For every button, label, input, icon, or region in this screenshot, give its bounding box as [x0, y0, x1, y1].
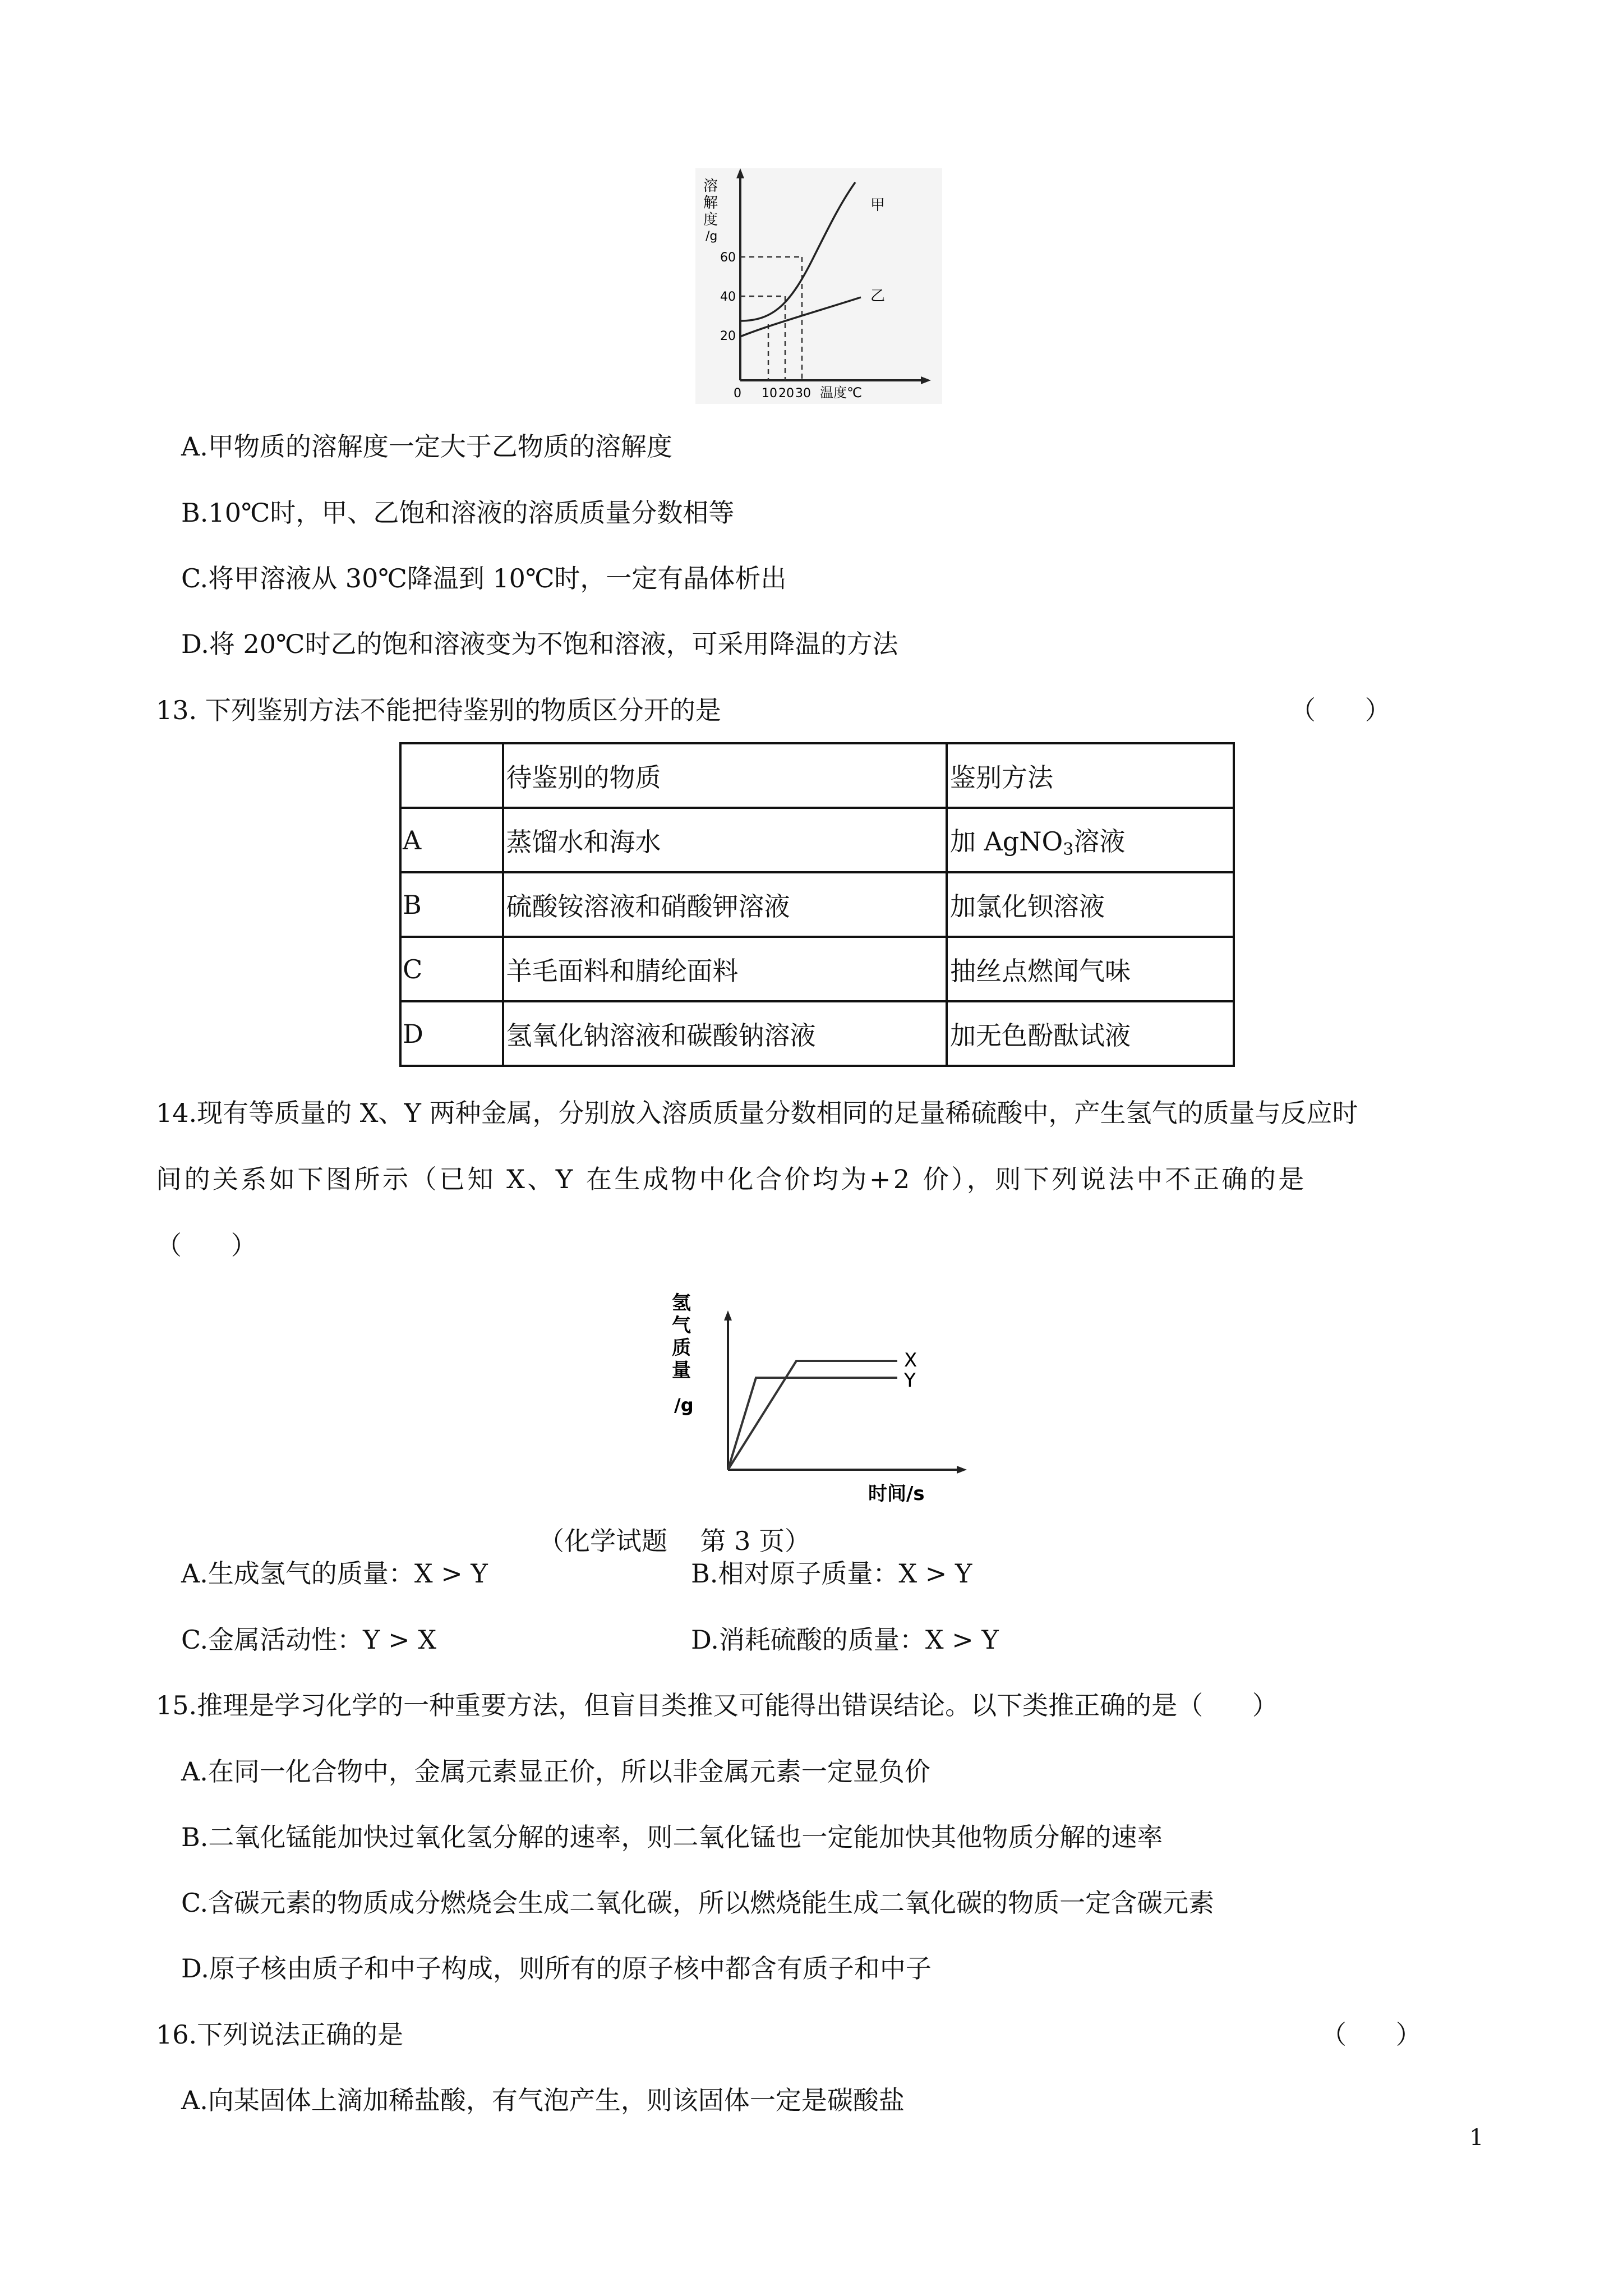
row-method: 抽丝点燃闻气味	[947, 937, 1234, 1001]
row-substances: 蒸馏水和海水	[503, 808, 947, 872]
xlabel: 温度℃	[820, 385, 862, 401]
q12-option-c: C.将甲溶液从 30℃降温到 10℃时，一定有晶体析出	[181, 563, 787, 593]
q16-stem: 16.下列说法正确的是	[156, 2019, 404, 2050]
row-method: 加无色酚酞试液	[947, 1001, 1234, 1066]
table-row	[400, 1001, 1234, 1066]
ytick-40: 40	[720, 290, 736, 304]
xlabel: 时间/s	[868, 1483, 925, 1505]
series-y-label: Y	[904, 1369, 916, 1392]
row-substances: 硫酸铵溶液和硝酸钾溶液	[503, 872, 947, 937]
row-label: D	[400, 1001, 503, 1066]
q15-stem: 15.推理是学习化学的一种重要方法，但盲目类推又可能得出错误结论。以下类推正确的是（ ）	[156, 1690, 1278, 1720]
q14-option-a: A.生成氢气的质量：X > Y	[181, 1558, 488, 1589]
row-substances: 羊毛面料和腈纶面料	[503, 937, 947, 1001]
xtick-30: 30	[795, 386, 811, 401]
q14-line-1: 14.现有等质量的 X、Y 两种金属，分别放入溶质质量分数相同的足量稀硫酸中，产生氢气的质量与反应时	[156, 1098, 1358, 1128]
q12-option-b: B.10℃时，甲、乙饱和溶液的溶质质量分数相等	[181, 498, 735, 528]
q14-option-b: B.相对原子质量：X > Y	[691, 1558, 972, 1589]
label-yi: 乙	[870, 288, 886, 305]
q14-option-c: C.金属活动性：Y > X	[181, 1625, 437, 1655]
xtick-20: 20	[778, 386, 794, 401]
q15-option-b: B.二氧化锰能加快过氧化氢分解的速率，则二氧化锰也一定能加快其他物质分解的速率	[181, 1822, 1163, 1852]
xtick-10: 10	[762, 386, 777, 401]
method-suffix: 溶液	[1073, 826, 1126, 857]
method-text: 加 AgNO	[949, 826, 1063, 857]
table-header-cell: 待鉴别的物质	[503, 743, 947, 808]
ylabel-2: 气	[672, 1314, 691, 1337]
row-label: B	[400, 872, 503, 937]
q16-answer-paren: （ ）	[1321, 2019, 1422, 2050]
table-header-cell	[400, 743, 503, 808]
label-jia: 甲	[870, 197, 886, 214]
q15-option-a: A.在同一化合物中，金属元素显正价，所以非金属元素一定显负价	[181, 1756, 930, 1787]
page-footer: （化学试题 第 3 页）	[538, 1526, 810, 1556]
method-subscript: 3	[1063, 839, 1074, 859]
table-row	[400, 937, 1234, 1001]
ylabel-1: 溶	[703, 178, 718, 195]
q15-option-d: D.原子核由质子和中子构成，则所有的原子核中都含有质子和中子	[181, 1953, 932, 1984]
ytick-20: 20	[720, 329, 736, 343]
series-y-line	[728, 1378, 897, 1470]
q15-option-c: C.含碳元素的物质成分燃烧会生成二氧化碳，所以燃烧能生成二氧化碳的物质一定含碳元素	[181, 1888, 1215, 1918]
q14-answer-paren: （ ）	[156, 1230, 257, 1260]
ylabel-3: 质	[672, 1337, 691, 1359]
ylabel-5: /g	[674, 1395, 694, 1416]
row-method	[947, 808, 1234, 872]
q13-stem: 13. 下列鉴别方法不能把待鉴别的物质区分开的是	[156, 695, 721, 725]
row-label: A	[400, 808, 503, 872]
ylabel-3: 度	[703, 211, 718, 228]
ylabel-4: /g	[706, 229, 718, 243]
q12-option-a: A.甲物质的溶解度一定大于乙物质的溶解度	[181, 431, 672, 462]
q14-line-2: 间的关系如下图所示（已知 X、Y 在生成物中化合价均为+2 价），则下列说法中不正确的是	[156, 1164, 1307, 1194]
ytick-60: 60	[720, 251, 736, 265]
table-row	[400, 872, 1234, 937]
q13-answer-paren: （ ）	[1290, 695, 1391, 725]
q16-option-a: A.向某固体上滴加稀盐酸，有气泡产生，则该固体一定是碳酸盐	[181, 2085, 905, 2115]
table-header-row	[400, 743, 1234, 808]
identification-table	[399, 742, 1235, 1067]
table-row	[400, 808, 1234, 872]
ylabel-2: 解	[703, 195, 718, 211]
ylabel-1: 氢	[672, 1292, 691, 1314]
table-header-cell: 鉴别方法	[947, 743, 1234, 808]
y-axis-arrow	[724, 1310, 732, 1320]
series-x-label: X	[904, 1349, 917, 1372]
xtick-0: 0	[734, 386, 741, 401]
ylabel-4: 量	[672, 1359, 691, 1382]
row-method: 加氯化钡溶液	[947, 872, 1234, 937]
row-substances: 氢氧化钠溶液和碳酸钠溶液	[503, 1001, 947, 1066]
q14-option-d: D.消耗硫酸的质量：X > Y	[691, 1625, 999, 1655]
row-label: C	[400, 937, 503, 1001]
q12-option-d: D.将 20℃时乙的饱和溶液变为不饱和溶液，可采用降温的方法	[181, 629, 898, 659]
solubility-chart	[695, 168, 942, 404]
hydrogen-time-chart	[662, 1285, 976, 1520]
x-axis-arrow	[957, 1466, 967, 1474]
page-number: 1	[1469, 2125, 1484, 2151]
